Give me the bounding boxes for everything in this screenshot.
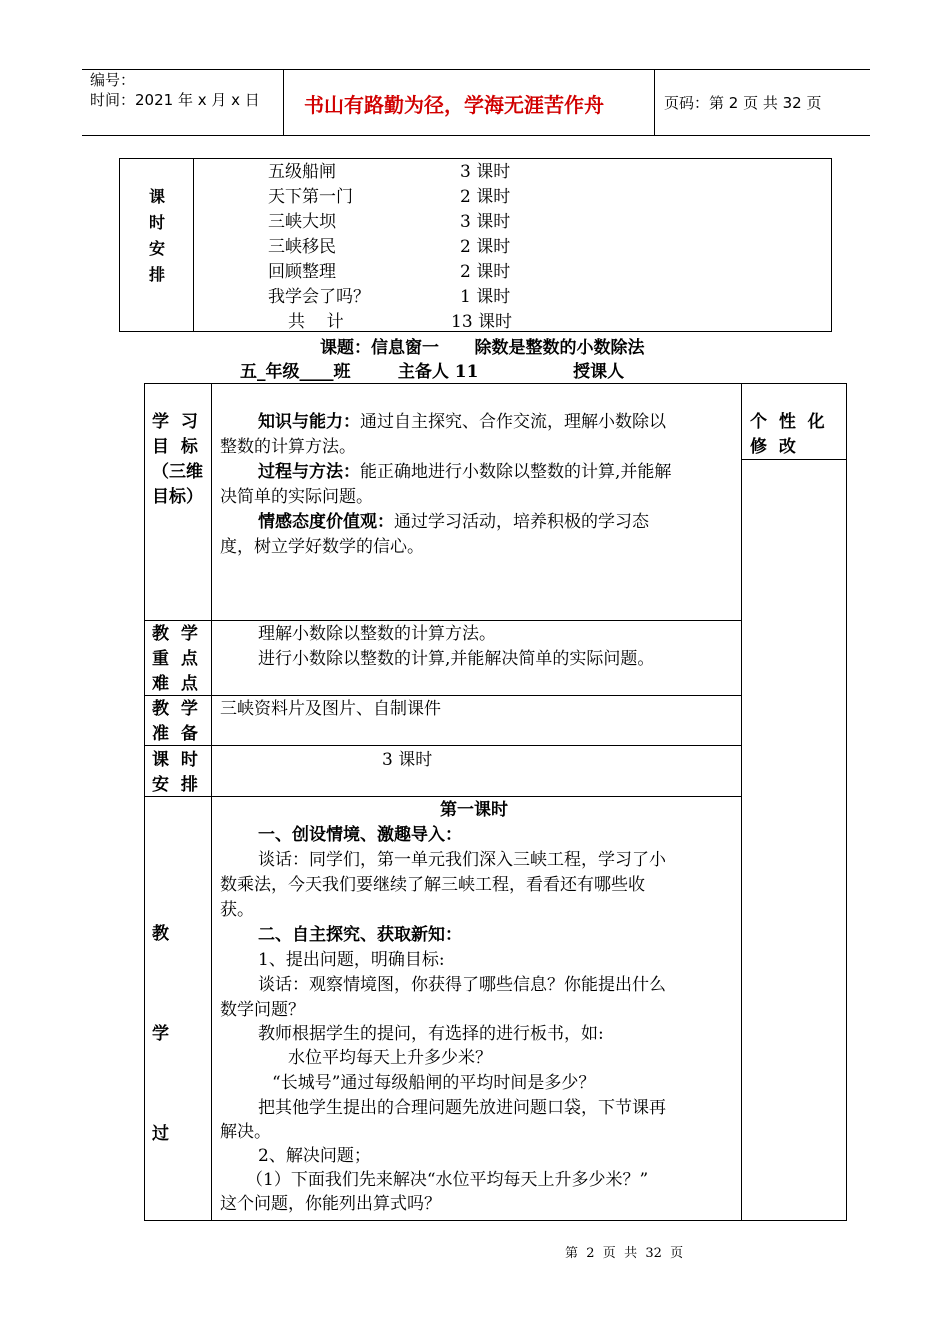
personal-header: [750, 410, 838, 460]
schedule-topic: 三峡大坝: [268, 212, 336, 232]
process-line: 水位平均每天上升多少米？: [288, 1048, 492, 1068]
process-line: “长城号”通过每级船闸的平均时间是多少？: [272, 1073, 596, 1093]
schedule-hours: 2 课时: [460, 187, 511, 207]
process-line: 这个问题，你能列出算式吗？: [220, 1194, 441, 1214]
row-rule-goals: [144, 620, 742, 621]
schedule-hours: 2 课时: [460, 237, 511, 257]
key-point-line: 进行小数除以整数的计算,并能解决简单的实际问题。: [258, 649, 655, 669]
goal-process-line-2: 决简单的实际问题。: [220, 487, 373, 507]
header-motto: 书山有路勤为径，学海无涯苦作舟: [304, 93, 604, 117]
process-line: 数乘法，今天我们要继续了解三峡工程，看看还有哪些收: [220, 875, 645, 895]
process-line: 解决。: [220, 1122, 271, 1142]
personal-header-line: 个 性 化: [750, 412, 825, 432]
goals-label-line: 目标）: [152, 487, 203, 507]
schedule-topic: 天下第一门: [268, 187, 353, 207]
time-text: 3 课时: [382, 750, 433, 770]
process-line: 1、提出问题，明确目标:: [258, 950, 445, 970]
row-rule-prep: [144, 745, 742, 746]
header-page-number: 页码：第 2 页 共 32 页: [664, 94, 822, 112]
time-label-line: 课 时: [152, 750, 198, 770]
schedule-side-char: 排: [148, 265, 165, 284]
goal-emotion-label: 情感态度价值观：: [258, 512, 394, 532]
goal-process-label: 过程与方法：: [258, 462, 360, 482]
key-points-label-line: 重 点: [152, 649, 198, 669]
goal-knowledge-label: 知识与能力：: [258, 412, 360, 432]
process-label-char: 过: [152, 1124, 169, 1144]
header-bottom-rule: [82, 135, 870, 136]
prep-label-line: 教 学: [152, 699, 198, 719]
goal-knowledge-line-2: 整数的计算方法。: [220, 437, 356, 457]
header-divider-right: [654, 69, 655, 136]
schedule-hours: 3 课时: [460, 212, 511, 232]
schedule-side-char: 课: [148, 187, 165, 206]
row-rule-time: [144, 796, 742, 797]
goals-label-line: （三维: [152, 462, 203, 482]
schedule-total-label: 共 计: [288, 312, 344, 332]
main-table-col-divider-1: [211, 383, 212, 1221]
process-line: 教师根据学生的提问，有选择的进行板书，如:: [258, 1024, 604, 1044]
process-line: （1）下面我们先来解决“水位平均每天上升多少米？”: [246, 1170, 649, 1190]
row-rule-key: [144, 695, 742, 696]
lesson-grade-line: 五_年级____班 主备人 11 授课人: [240, 362, 625, 382]
schedule-side-char: 时: [148, 213, 165, 232]
page-footer: 第 2 页 共 32 页: [565, 1246, 684, 1261]
process-line: 谈话：观察情境图，你获得了哪些信息？你能提出什么: [258, 975, 666, 995]
key-points-label: [152, 622, 204, 697]
process-section-2: 二、自主探究、获取新知：: [258, 925, 462, 945]
process-section-1: 一、创设情境、激趣导入：: [258, 825, 462, 845]
process-line: 2、解决问题；: [258, 1146, 371, 1166]
process-label-char: 学: [152, 1024, 169, 1044]
schedule-topic: 五级船闸: [268, 162, 336, 182]
time-label-line: 安 排: [152, 775, 198, 795]
header-divider-left: [283, 69, 284, 136]
goal-process-text: 能正确地进行小数除以整数的计算,并能解: [360, 462, 672, 482]
schedule-total-hours: 13 课时: [451, 312, 513, 332]
lesson-title: 课题：信息窗一 除数是整数的小数除法: [320, 338, 645, 358]
process-line: 获。: [220, 900, 254, 920]
goals-label-line: 目 标: [152, 437, 198, 457]
header-top-rule: [82, 69, 870, 70]
goal-process-line-1: [258, 460, 671, 485]
process-line: 数学问题？: [220, 1000, 305, 1020]
goal-emotion-line-2: 度，树立学好数学的信心。: [220, 537, 424, 557]
process-line: 把其他学生提出的合理问题先放进问题口袋，下节课再: [258, 1098, 666, 1118]
schedule-topic: 我学会了吗？: [268, 287, 370, 307]
goals-label: [152, 410, 204, 510]
prep-label: [152, 697, 204, 747]
goal-emotion-text: 通过学习活动，培养积极的学习态: [394, 512, 649, 532]
process-label-char: 教: [152, 924, 169, 944]
process-label: [152, 920, 174, 1148]
key-point-line: 理解小数除以整数的计算方法。: [258, 624, 496, 644]
key-points-label-line: 教 学: [152, 624, 198, 644]
goal-knowledge-text: 通过自主探究、合作交流，理解小数除以: [360, 412, 666, 432]
schedule-topic: 回顾整理: [268, 262, 336, 282]
key-points-label-line: 难 点: [152, 674, 198, 694]
goals-label-line: 学 习: [152, 412, 198, 432]
personal-header-line: 修 改: [750, 437, 796, 457]
process-heading: 第一课时: [440, 800, 508, 820]
time-label: [152, 748, 204, 798]
schedule-side-char: 安: [148, 239, 165, 258]
schedule-table-divider: [193, 158, 194, 332]
schedule-side-label: [142, 184, 172, 288]
goal-emotion-line-1: [258, 510, 649, 535]
schedule-hours: 2 课时: [460, 262, 511, 282]
prep-label-line: 准 备: [152, 724, 198, 744]
schedule-hours: 1 课时: [460, 287, 511, 307]
header-time: 时间：2021 年 x 月 x 日: [90, 91, 260, 109]
prep-text: 三峡资料片及图片、自制课件: [220, 699, 441, 719]
header-number: 编号：: [90, 71, 136, 89]
process-line: 谈话：同学们，第一单元我们深入三峡工程，学习了小: [258, 850, 666, 870]
main-table-col-divider-2: [741, 383, 742, 1221]
schedule-topic: 三峡移民: [268, 237, 336, 257]
goal-knowledge-line-1: [258, 410, 666, 435]
schedule-hours: 3 课时: [460, 162, 511, 182]
